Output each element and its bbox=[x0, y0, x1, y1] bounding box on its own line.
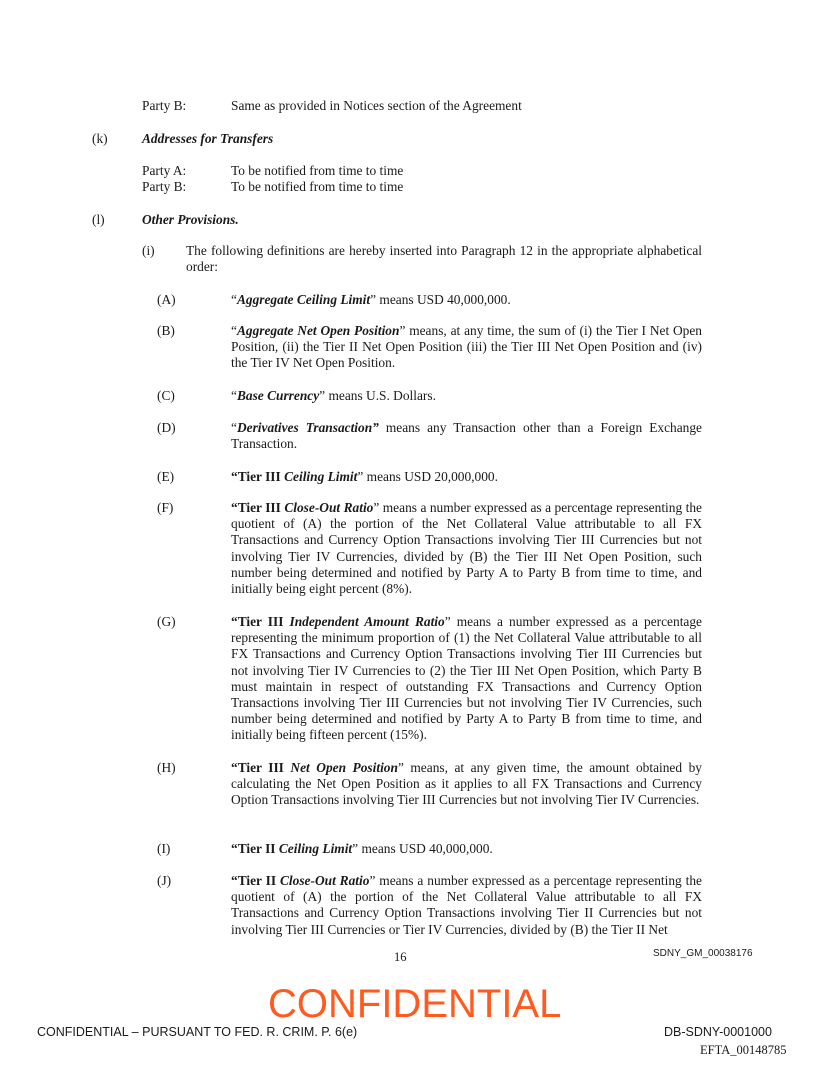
definition-term: Ceiling Limit bbox=[284, 469, 358, 484]
definition-letter: (J) bbox=[157, 873, 172, 888]
definition-prefix: “Tier II bbox=[231, 873, 280, 888]
definition-term: Close-Out Ratio bbox=[284, 500, 374, 515]
definition-body: ” means a number expressed as a percentage representing the minimum proportion of (1) the Net Collateral Value attributable to all FX Transactions and Currency Option Transactions involving Tier III Currencies but not involving Tier IV Currencies to (2) the Tier III Net Open Position, which Party B must maintain in respect of outstanding FX Transactions and Currency Option Transactions involving Tier III Currencies but not involving Tier IV Currencies, such number being determined and notified by Party A to Party B from time to time, and initially being fifteen percent (15%). bbox=[231, 614, 702, 743]
bates-number-db: DB-SDNY-0001000 bbox=[664, 1025, 772, 1039]
section-k-marker: (k) bbox=[92, 131, 108, 146]
definition-text bbox=[231, 420, 702, 452]
definition-letter: (H) bbox=[157, 760, 176, 775]
definition-body: ” means, at any time, the sum of (i) the Tier I Net Open Position, (ii) the Tier II Net Open Position (iii) the Tier III Net Open Position and (iv) the Tier IV Net Open Position. bbox=[231, 323, 702, 371]
confidential-stamp: CONFIDENTIAL bbox=[268, 982, 562, 1026]
definition-term: Net Open Position bbox=[290, 760, 398, 775]
definition-text bbox=[231, 614, 702, 744]
subsection-i-text: The following definitions are hereby inserted into Paragraph 12 in the appropriate alphabetical order: bbox=[186, 243, 702, 275]
subsection-i-marker: (i) bbox=[142, 243, 155, 258]
definition-term: Base Currency bbox=[236, 388, 320, 403]
definition-text bbox=[231, 323, 702, 372]
section-l-marker: (l) bbox=[92, 212, 105, 227]
definition-body: ” means a number expressed as a percentage representing the quotient of (A) the portion of the Net Collateral Value attributable to all FX Transactions and Currency Option Transactions involving Tier II Currencies but not involving Tier III Currencies or Tier IV Currencies, divided by (B) the Tier II Net bbox=[231, 873, 702, 937]
definition-body: means any Transaction other than a Foreign Exchange Transaction. bbox=[231, 420, 702, 452]
definition-text bbox=[231, 469, 702, 485]
page-number: 16 bbox=[394, 950, 407, 964]
transfers-party-b-label: Party B: bbox=[142, 179, 187, 194]
definition-letter: (B) bbox=[157, 323, 175, 338]
definition-body: ” means USD 40,000,000. bbox=[370, 292, 511, 307]
bates-number-top: SDNY_GM_00038176 bbox=[653, 948, 753, 959]
definition-body: ” means USD 40,000,000. bbox=[352, 841, 493, 856]
definition-text bbox=[231, 841, 702, 857]
transfers-party-a-value: To be notified from time to time bbox=[231, 163, 404, 178]
section-l-heading: Other Provisions. bbox=[142, 212, 239, 227]
definition-prefix: “ bbox=[231, 323, 237, 338]
definition-term: Independent Amount Ratio bbox=[289, 614, 445, 629]
definition-prefix: “ bbox=[231, 388, 237, 403]
definition-body: ” means a number expressed as a percentage representing the quotient of (A) the portion of the Net Collateral Value attributable to all FX Transactions and Currency Option Transactions involving Tier III Currencies but not involving Tier IV Currencies, divided by (B) the Tier III Net Open Position, such number being determined and notified by Party A to Party B from time to time, and initially being eight percent (8%). bbox=[231, 500, 702, 597]
definition-body: ” means, at any given time, the amount obtained by calculating the Net Open Position as it applies to all FX Transactions and Currency Option Transactions involving Tier III Currencies but not involving Tier IV Currencies. bbox=[231, 760, 702, 808]
definition-prefix: “Tier III bbox=[231, 500, 285, 515]
definition-letter: (A) bbox=[157, 292, 176, 307]
definition-prefix: “Tier III bbox=[231, 614, 290, 629]
transfers-party-a-label: Party A: bbox=[142, 163, 187, 178]
definition-body: ” means USD 20,000,000. bbox=[357, 469, 498, 484]
definition-term: Aggregate Ceiling Limit bbox=[236, 292, 371, 307]
bates-number-efta: EFTA_00148785 bbox=[700, 1043, 787, 1057]
definition-prefix: “Tier II bbox=[231, 841, 279, 856]
definition-text bbox=[231, 873, 702, 938]
definition-text bbox=[231, 292, 702, 308]
transfers-party-b-value: To be notified from time to time bbox=[231, 179, 404, 194]
notices-party-b-label: Party B: bbox=[142, 98, 187, 113]
definition-letter: (I) bbox=[157, 841, 171, 856]
definition-letter: (F) bbox=[157, 500, 174, 515]
definition-prefix: “ bbox=[231, 292, 237, 307]
definition-letter: (C) bbox=[157, 388, 175, 403]
definition-term: Aggregate Net Open Position bbox=[236, 323, 400, 338]
definition-text bbox=[231, 760, 702, 809]
section-k-heading: Addresses for Transfers bbox=[142, 131, 274, 146]
definition-term: Ceiling Limit bbox=[278, 841, 353, 856]
definition-body: ” means U.S. Dollars. bbox=[319, 388, 436, 403]
definition-text bbox=[231, 388, 702, 404]
definition-letter: (G) bbox=[157, 614, 176, 629]
definition-term: Derivatives Transaction” bbox=[236, 420, 379, 435]
definition-prefix: “Tier III bbox=[231, 469, 285, 484]
definition-letter: (D) bbox=[157, 420, 176, 435]
confidential-notice: CONFIDENTIAL – PURSUANT TO FED. R. CRIM. P. 6(e) bbox=[37, 1025, 358, 1039]
notices-party-b-value: Same as provided in Notices section of the Agreement bbox=[231, 98, 522, 113]
definition-prefix: “Tier III bbox=[231, 760, 291, 775]
definition-letter: (E) bbox=[157, 469, 175, 484]
definition-prefix: “ bbox=[231, 420, 237, 435]
definition-term: Close-Out Ratio bbox=[279, 873, 370, 888]
definition-text bbox=[231, 500, 702, 597]
